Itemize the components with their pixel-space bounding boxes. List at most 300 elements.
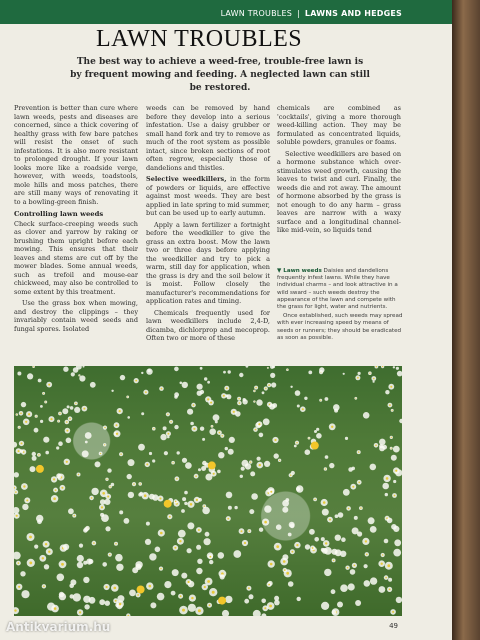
daisy-flower [269, 404, 275, 410]
daisy-center [33, 366, 34, 367]
daisy-flower [14, 552, 21, 560]
daisy-flower [333, 404, 340, 411]
daisy-center [233, 411, 235, 413]
daisy-center [145, 391, 147, 393]
daisy-center [176, 478, 178, 480]
daisy-flower [309, 529, 315, 535]
daisy-flower [225, 596, 232, 603]
paragraph: Use the grass box when mowing, and destroy the clippings – they invariably contain weed seeds and fungal spores. Isolated [14, 299, 138, 333]
daisy-center [365, 540, 367, 542]
dandelion-flower [218, 597, 226, 605]
daisy-flower [335, 535, 341, 541]
daisy-center [198, 529, 200, 531]
daisy-center [119, 410, 121, 412]
daisy-center [28, 413, 30, 415]
daisy-center [106, 479, 107, 480]
daisy-flower [274, 453, 279, 458]
daisy-flower [74, 407, 80, 413]
daisy-flower [146, 522, 150, 526]
running-head [221, 9, 402, 18]
daisy-flower [82, 450, 89, 457]
daisy-center [357, 377, 359, 379]
daisy-center [160, 568, 161, 569]
daisy-flower [225, 394, 228, 397]
daisy-flower [314, 537, 319, 542]
daisy-center [179, 540, 181, 542]
daisy-flower [228, 506, 232, 510]
daisy-flower [152, 459, 155, 462]
daisy-flower [32, 456, 37, 461]
daisy-center [265, 388, 266, 389]
daisy-flower [84, 604, 89, 609]
daisy-center [119, 603, 122, 606]
daisy-center [100, 453, 101, 454]
daisy-center [195, 475, 197, 477]
daisy-flower [127, 474, 132, 479]
section-heading: Controlling lawn weeds [14, 210, 104, 218]
daisy-flower [83, 596, 90, 603]
daisy-flower [171, 591, 176, 596]
daisy-center [207, 398, 209, 400]
daisy-center [387, 564, 390, 567]
daisy-flower [394, 539, 401, 546]
daisy-flower [335, 514, 339, 518]
dandelion-flower [164, 500, 172, 508]
daisy-flower [146, 368, 152, 374]
daisy-flower [205, 532, 210, 537]
daisy-flower [124, 518, 130, 524]
daisy-center [290, 475, 291, 476]
daisy-center [254, 401, 255, 402]
daisy-flower [197, 391, 202, 396]
daisy-center [204, 506, 205, 507]
daisy-flower [250, 471, 255, 476]
daisy-center [137, 594, 139, 596]
daisy-center [43, 586, 45, 588]
daisy-flower [340, 584, 348, 592]
daisy-flower [352, 527, 359, 534]
daisy-flower [34, 545, 38, 549]
photo-caption [277, 268, 405, 344]
daisy-center [135, 380, 137, 382]
daisy-flower [393, 480, 396, 483]
daisy-center [191, 597, 193, 599]
daisy-center [140, 483, 141, 484]
daisy-center [239, 402, 241, 404]
daisy-center [54, 607, 57, 610]
daisy-center [390, 386, 392, 388]
daisy-center [104, 444, 105, 445]
daisy-center [18, 450, 20, 452]
daisy-center [254, 390, 255, 391]
daisy-flower [38, 379, 42, 383]
daisy-flower [120, 375, 125, 380]
daisy-center [53, 497, 56, 500]
daisy-flower [256, 399, 262, 405]
daisy-flower [261, 599, 266, 604]
daisy-flower [297, 597, 301, 601]
daisy-flower [213, 414, 220, 421]
daisy-flower [174, 367, 179, 372]
daisy-flower [37, 519, 42, 524]
daisy-center [91, 497, 93, 499]
daisy-center [78, 474, 79, 475]
daisy-center [182, 609, 185, 612]
daisy-center [394, 495, 396, 497]
daisy-flower [343, 489, 350, 496]
daisy-center [193, 404, 195, 406]
daisy-flower [305, 544, 310, 549]
daisy-flower [325, 397, 329, 401]
daisy-flower [14, 442, 17, 448]
daisy-center [45, 543, 47, 545]
daisy-center [210, 556, 212, 558]
daisy-center [29, 536, 32, 539]
daisy-flower [20, 571, 25, 576]
daisy-flower [228, 370, 231, 373]
daisy-flower [27, 373, 33, 379]
daisy-center [18, 562, 20, 564]
daisy-center [190, 503, 193, 506]
text-column-3 [277, 104, 401, 238]
daisy-center [133, 483, 134, 484]
daisy-flower [85, 441, 88, 444]
daisy-center [325, 542, 327, 544]
daisy-center [366, 554, 368, 556]
daisy-flower [58, 441, 63, 446]
dandelion-flower [311, 442, 319, 450]
daisy-flower [288, 581, 294, 587]
daisy-flower [370, 526, 377, 533]
daisy-flower [187, 409, 193, 415]
paragraph: Check surface-creeping weeds such as clover and yarrow by raking or brushing them upright before each mowing. This ensures that their leaves and stems are cut off by the mower blades. Some annual weeds, such as trefoil and mouse-ear chickweed, may also be controlled to some extent by this treatment. [14, 219, 138, 296]
daisy-flower [187, 548, 192, 553]
paragraph-text: in the form of powders or liquids, are effective against most weeds. They are best applied in late spring to mid summer, but can be used up to early autumn. [146, 175, 270, 217]
daisy-center [219, 432, 221, 434]
daisy-flower [128, 492, 134, 498]
daisy-flower [364, 580, 371, 587]
daisy-center [198, 609, 201, 612]
daisy-flower [100, 513, 104, 517]
daisy-center [264, 521, 267, 524]
daisy-center [75, 403, 76, 404]
daisy-flower [67, 405, 70, 408]
daisy-flower [348, 583, 355, 590]
daisy-flower [83, 577, 89, 583]
daisy-center [16, 414, 17, 415]
daisy-flower [95, 461, 101, 467]
daisy-flower [388, 578, 392, 582]
running-head-section: LAWN TROUBLES [220, 9, 292, 18]
daisy-flower [22, 504, 28, 510]
daisy-center [127, 396, 128, 397]
daisy-center [19, 427, 20, 428]
daisy-center [74, 515, 75, 516]
caption-text: Daisies and dandelions frequently infest lawns. While they have individual charms – and look attractive in a wild sward – such weeds destroy the appearance of the lawn and compete with the grass for light, water and nutrients. [277, 268, 398, 311]
daisy-center [302, 408, 304, 410]
daisy-flower [100, 499, 106, 505]
daisy-flower [187, 522, 194, 529]
daisy-flower [182, 458, 187, 463]
daisy-center [269, 605, 272, 608]
daisy-flower [43, 437, 49, 443]
daisy-center [358, 482, 360, 484]
daisy-center [212, 591, 215, 594]
daisy-flower [329, 463, 334, 468]
daisy-center [352, 486, 354, 488]
daisy-center [66, 421, 68, 423]
daisy-flower [107, 468, 111, 472]
daisy-flower [382, 483, 389, 490]
daisy-flower [181, 573, 187, 579]
daisy-flower [77, 555, 84, 562]
daisy-center [212, 426, 213, 427]
daisy-flower [57, 574, 65, 582]
standfirst: The best way to achieve a weed-free, trouble-free lawn is by frequent mowing and feeding. A neglected lawn can still be restored. [70, 57, 370, 93]
daisy-center [83, 408, 85, 410]
daisy-center [320, 400, 321, 401]
daisy-flower [297, 405, 300, 408]
daisy-flower [200, 367, 203, 370]
running-head-chapter: LAWNS AND HEDGES [304, 9, 402, 18]
daisy-center [102, 492, 105, 495]
dandelion-flower [36, 465, 44, 473]
daisy-flower [188, 604, 196, 612]
daisy-flower [70, 594, 74, 598]
daisy-center [36, 416, 37, 417]
daisy-flower [282, 500, 289, 507]
daisy-center [42, 557, 44, 559]
daisy-flower [40, 420, 43, 423]
daisy-flower [20, 449, 23, 452]
daisy-flower [396, 367, 399, 370]
daisy-flower [316, 428, 319, 431]
daisy-flower [83, 366, 85, 368]
daisy-center [66, 430, 68, 432]
daisy-center [329, 519, 331, 521]
daisy-flower [90, 382, 96, 388]
daisy-center [115, 600, 117, 602]
daisy-flower [314, 430, 317, 433]
daisy-flower [399, 419, 402, 423]
daisy-flower [322, 509, 329, 516]
daisy-flower [69, 583, 74, 588]
daisy-flower [155, 547, 161, 553]
daisy-flower [150, 602, 156, 608]
daisy-flower [209, 428, 216, 435]
daisy-center [222, 435, 223, 436]
paragraph: Selective weedkillers are based on a hormone substance which over-stimulates weed growth, causing the leaves to twist and curl. Finally, the weeds die and rot away. The amount of hormone absorbed by the grass is not enough to do any harm – grass leaves are narrow with a waxy surface and a longitudinal channel-like mid-vein, so liquids tend [277, 149, 401, 234]
daisy-center [58, 421, 59, 422]
daisy-flower [385, 493, 388, 496]
daisy-flower [305, 449, 311, 455]
daisy-center [268, 584, 270, 586]
daisy-center [101, 506, 103, 508]
daisy-center [170, 421, 171, 422]
daisy-flower [218, 452, 224, 458]
daisy-flower [77, 562, 83, 568]
daisy-flower [331, 589, 336, 594]
daisy-center [375, 445, 377, 447]
daisy-center [210, 402, 212, 404]
daisy-flower [387, 518, 393, 524]
daisy-flower [249, 509, 254, 514]
daisy-center [196, 499, 198, 501]
daisy-flower [270, 366, 274, 369]
daisy-center [226, 387, 228, 389]
daisy-flower [242, 460, 249, 467]
daisy-center [286, 572, 289, 575]
daisy-flower [324, 569, 331, 576]
daisy-flower [343, 373, 345, 375]
daisy-flower [259, 433, 264, 438]
daisy-center [50, 418, 52, 420]
daisy-center [276, 545, 279, 548]
daisy-flower [17, 372, 21, 376]
daisy-center [268, 384, 270, 386]
daisy-flower [234, 506, 237, 509]
daisy-flower [246, 366, 249, 368]
page-number: 49 [389, 622, 398, 630]
daisy-center [248, 587, 250, 589]
daisy-flower [218, 552, 225, 559]
daisy-flower [184, 502, 187, 505]
daisy-center [20, 413, 22, 415]
daisy-center [325, 468, 326, 469]
dandelion-flower [208, 461, 216, 469]
daisy-center [386, 477, 389, 480]
daisy-center [391, 448, 392, 449]
daisy-flower [276, 524, 282, 530]
daisy-center [43, 393, 44, 394]
daisy-flower [225, 447, 228, 450]
daisy-center [369, 373, 370, 374]
daisy-flower [271, 382, 276, 387]
daisy-center [110, 486, 111, 487]
daisy-center [120, 454, 121, 455]
daisy-center [227, 518, 229, 520]
daisy-center [174, 547, 176, 549]
daisy-center [21, 442, 23, 444]
daisy-flower [341, 537, 346, 542]
daisy-flower [296, 485, 303, 492]
daisy-flower [304, 397, 307, 400]
daisy-flower [138, 493, 142, 497]
daisy-center [284, 569, 286, 571]
daisy-center [268, 368, 269, 369]
daisy-flower [141, 412, 144, 415]
daisy-flower [289, 522, 295, 528]
daisy-flower [291, 471, 295, 475]
daisy-flower [351, 467, 355, 471]
daisy-center [59, 413, 60, 414]
watermark: Antikvarium.hu [6, 620, 111, 634]
daisy-flower [196, 545, 201, 550]
daisy-flower [202, 507, 210, 515]
daisy-flower [119, 510, 123, 514]
daisy-flower [152, 494, 158, 500]
book-spine [452, 0, 480, 640]
daisy-center [312, 547, 314, 549]
daisy-flower [207, 381, 210, 384]
daisy-center [146, 463, 148, 465]
daisy-flower [253, 610, 261, 616]
daisy-flower [63, 544, 69, 550]
daisy-center [207, 580, 210, 583]
daisy-center [161, 388, 163, 390]
daisy-center [104, 427, 105, 428]
daisy-center [395, 470, 397, 472]
daisy-flower [56, 446, 59, 449]
daisy-center [389, 589, 391, 591]
daisy-flower [396, 597, 402, 603]
daisy-flower [180, 382, 183, 385]
daisy-center [333, 560, 334, 561]
daisy-center [61, 563, 64, 566]
daisy-flower [85, 432, 92, 439]
daisy-center [14, 609, 16, 611]
daisy-center [193, 428, 195, 430]
daisy-center [274, 439, 276, 441]
daisy-flower [30, 466, 36, 472]
daisy-center [93, 542, 95, 544]
daisy-center [115, 543, 116, 544]
daisy-flower [91, 488, 98, 495]
daisy-flower [337, 602, 343, 608]
daisy-flower [243, 398, 246, 401]
daisy-flower [364, 564, 368, 568]
daisy-center [323, 501, 326, 504]
daisy-flower [373, 381, 375, 383]
daisy-center [309, 438, 310, 439]
daisy-center [270, 563, 273, 566]
daisy-flower [204, 538, 211, 545]
daisy-flower [34, 428, 39, 433]
daisy-flower [379, 586, 386, 593]
daisy-flower [355, 600, 361, 606]
daisy-flower [222, 610, 229, 616]
daisy-flower [181, 509, 185, 513]
daisy-flower [363, 412, 370, 419]
daisy-flower [190, 422, 194, 426]
daisy-center [15, 491, 17, 493]
daisy-flower [393, 446, 400, 453]
daisy-flower [40, 405, 43, 408]
daisy-flower [62, 408, 68, 414]
daisy-flower [185, 462, 192, 469]
daisy-flower [63, 367, 68, 372]
daisy-flower [111, 390, 113, 392]
daisy-flower [316, 433, 322, 439]
paragraph: Chemicals frequently used for lawn weedkillers include 2,4-D, dicamba, dichlorprop and mecoprop. Often two or more of these [146, 308, 270, 342]
daisy-flower [204, 377, 207, 380]
daisy-center [167, 414, 168, 415]
daisy-flower [79, 375, 85, 381]
daisy-flower [261, 613, 266, 616]
daisy-flower [149, 553, 156, 560]
paragraph [146, 175, 270, 218]
daisy-center [66, 461, 68, 463]
daisy-flower [128, 459, 135, 466]
daisy-flower [197, 384, 203, 390]
daisy-field-illustration [14, 366, 402, 616]
daisy-flower [86, 559, 92, 565]
daisy-center [69, 418, 71, 420]
daisy-center [314, 499, 315, 500]
daisy-flower [274, 600, 280, 606]
daisy-flower [196, 568, 202, 574]
daisy-flower [129, 590, 136, 597]
